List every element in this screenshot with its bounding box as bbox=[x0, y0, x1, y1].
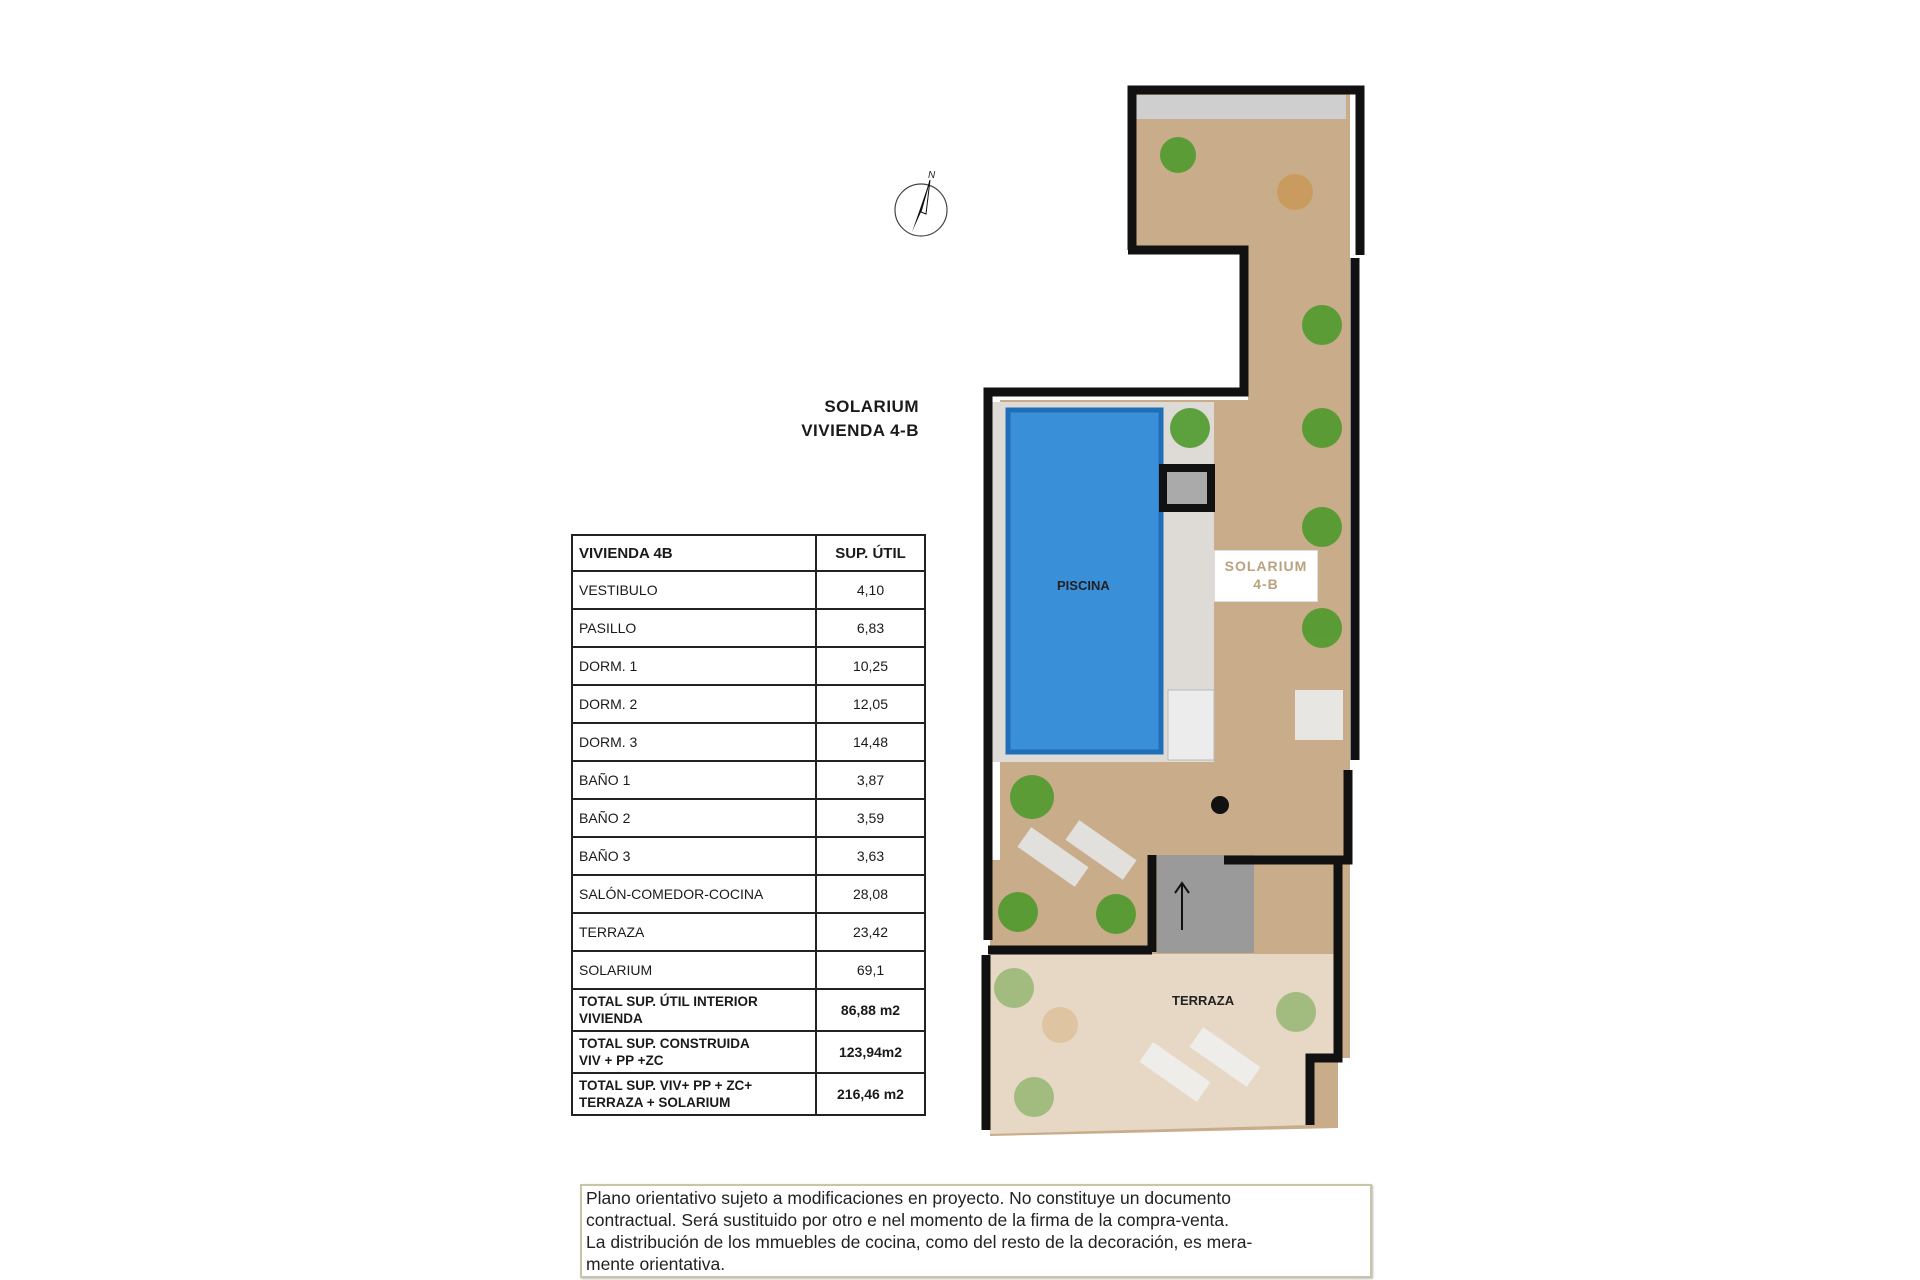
room-name: DORM. 1 bbox=[572, 647, 816, 685]
total-name-line2: VIVIENDA bbox=[579, 1011, 643, 1026]
table-icon bbox=[1277, 174, 1313, 210]
compass-north-label: N bbox=[928, 170, 936, 181]
staircase bbox=[1157, 855, 1254, 953]
room-name: BAÑO 2 bbox=[572, 799, 816, 837]
room-area: 10,25 bbox=[816, 647, 925, 685]
total-row bbox=[572, 989, 925, 1031]
plant-icon bbox=[1302, 408, 1342, 448]
plant-icon bbox=[1302, 608, 1342, 648]
room-name: DORM. 2 bbox=[572, 685, 816, 723]
note-line: La distribución de los mmuebles de cocina, como del resto de la decoración, es mera- bbox=[586, 1232, 1253, 1252]
area-table bbox=[571, 534, 926, 1116]
solarium-tag bbox=[1214, 550, 1318, 602]
table-row bbox=[572, 685, 925, 723]
disclaimer-note bbox=[580, 1184, 1372, 1278]
room-area: 14,48 bbox=[816, 723, 925, 761]
plant-icon bbox=[1014, 1077, 1054, 1117]
plant-icon bbox=[1302, 507, 1342, 547]
plant-icon bbox=[1010, 775, 1054, 819]
plant-icon bbox=[1302, 305, 1342, 345]
room-name: BAÑO 1 bbox=[572, 761, 816, 799]
room-area: 6,83 bbox=[816, 609, 925, 647]
room-area: 23,42 bbox=[816, 913, 925, 951]
chimney-box bbox=[1163, 468, 1211, 508]
table-icon bbox=[1042, 1007, 1078, 1043]
note-line: contractual. Será sustituido por otro e nel momento de la firma de la compra-venta. bbox=[586, 1210, 1229, 1230]
table-header bbox=[572, 535, 925, 571]
plan-title-line1: SOLARIUM bbox=[824, 397, 919, 416]
solarium-tag-line1: SOLARIUM bbox=[1224, 558, 1308, 574]
terrace-label: TERRAZA bbox=[1172, 993, 1235, 1008]
pool-label: PISCINA bbox=[1057, 578, 1110, 593]
solarium-tag-line2: 4-B bbox=[1253, 576, 1279, 592]
total-name-line1: TOTAL SUP. VIV+ PP + ZC+ bbox=[579, 1078, 753, 1093]
table-row bbox=[572, 571, 925, 609]
pool-stairs bbox=[1168, 690, 1214, 760]
plant-icon bbox=[994, 968, 1034, 1008]
note-line: mente orientativa. bbox=[586, 1254, 726, 1274]
header-name: VIVIENDA 4B bbox=[572, 535, 816, 571]
plant-icon bbox=[1096, 894, 1136, 934]
room-area: 12,05 bbox=[816, 685, 925, 723]
total-name-line2: TERRAZA + SOLARIUM bbox=[579, 1095, 731, 1110]
room-name: BAÑO 3 bbox=[572, 837, 816, 875]
total-name-line2: VIV + PP +ZC bbox=[579, 1053, 664, 1068]
outdoor-kitchen bbox=[1136, 95, 1346, 119]
total-name-line1: TOTAL SUP. CONSTRUIDA bbox=[579, 1036, 750, 1051]
room-name: VESTIBULO bbox=[572, 571, 816, 609]
table-row bbox=[572, 761, 925, 799]
person-icon bbox=[1211, 796, 1229, 814]
total-name bbox=[572, 1073, 816, 1115]
table-row bbox=[572, 647, 925, 685]
room-name: DORM. 3 bbox=[572, 723, 816, 761]
total-row bbox=[572, 1073, 925, 1115]
total-value: 86,88 m2 bbox=[816, 989, 925, 1031]
room-area: 3,87 bbox=[816, 761, 925, 799]
room-area: 4,10 bbox=[816, 571, 925, 609]
room-area: 3,63 bbox=[816, 837, 925, 875]
compass-icon bbox=[895, 170, 947, 236]
room-area: 28,08 bbox=[816, 875, 925, 913]
room-name: PASILLO bbox=[572, 609, 816, 647]
table-row bbox=[572, 875, 925, 913]
plant-icon bbox=[1160, 137, 1196, 173]
room-area: 3,59 bbox=[816, 799, 925, 837]
header-value: SUP. ÚTIL bbox=[816, 535, 925, 571]
table-row bbox=[572, 913, 925, 951]
plant-icon bbox=[998, 892, 1038, 932]
total-value: 123,94m2 bbox=[816, 1031, 925, 1073]
total-value: 216,46 m2 bbox=[816, 1073, 925, 1115]
room-area: 69,1 bbox=[816, 951, 925, 989]
plan-title-line2: VIVIENDA 4-B bbox=[801, 421, 919, 440]
table-row bbox=[572, 799, 925, 837]
total-name-line1: TOTAL SUP. ÚTIL INTERIOR bbox=[579, 994, 758, 1009]
table-row bbox=[572, 723, 925, 761]
plant-icon bbox=[1276, 992, 1316, 1032]
table-row bbox=[572, 951, 925, 989]
plant-icon bbox=[1170, 408, 1210, 448]
shower-icon bbox=[1295, 690, 1343, 740]
total-name bbox=[572, 989, 816, 1031]
room-name: SOLARIUM bbox=[572, 951, 816, 989]
table-row bbox=[572, 609, 925, 647]
room-name: SALÓN-COMEDOR-COCINA bbox=[572, 875, 816, 913]
note-line: Plano orientativo sujeto a modificaciones en proyecto. No constituye un documento bbox=[586, 1188, 1231, 1208]
total-name bbox=[572, 1031, 816, 1073]
table-row bbox=[572, 837, 925, 875]
total-row bbox=[572, 1031, 925, 1073]
room-name: TERRAZA bbox=[572, 913, 816, 951]
